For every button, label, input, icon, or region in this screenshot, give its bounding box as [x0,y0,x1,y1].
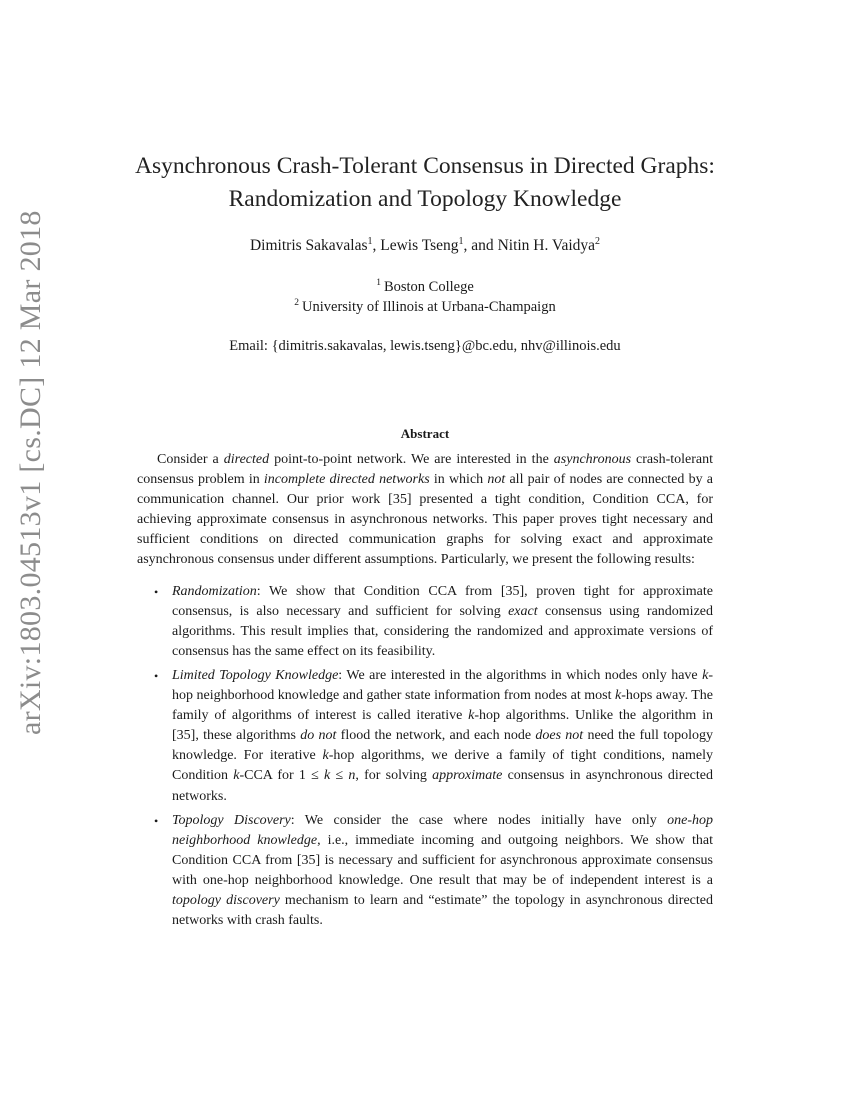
emphasis-run: does not [535,728,584,744]
author-affil-mark: 2 [595,236,601,247]
text-run: : We are interested in the algorithms in which nodes only have [338,667,703,683]
result-item-randomization [154,582,713,662]
text-run: -hop algorithms. Unlike the algorithm in [35], these algorithms [172,708,713,744]
results-list [137,582,713,932]
author-separator: , [372,237,381,254]
affiliation-mark: 1 [376,278,381,288]
author-affil-mark: 1 [367,236,373,247]
text-run: -hops away. The family of algorithms of interest is called iterative [172,688,713,724]
abstract-intro-paragraph [137,450,713,571]
text-run: -hop neighborhood knowledge and gather state information from nodes at most [172,667,713,704]
emphasis-run: k [324,768,331,784]
text-run: , i.e., immediate incoming and outgoing neighbors. We show that Condition CCA from [35] is necessary and sufficient for asynchronous approximate consensus with one-hop neighborhood knowledge. One result that may be of independent interest is a [172,832,714,888]
emphasis-run: approximate [432,768,503,784]
affiliation-name: Boston College [383,279,474,295]
affiliation-list [110,277,740,317]
result-label: Randomization [172,583,257,599]
arxiv-identifier-stamp: arXiv:1803.04513v1 [cs.DC] 12 Mar 2018 [14,210,47,735]
paper-title-line-1: Asynchronous Crash-Tolerant Consensus in Directed Graphs: [135,153,715,179]
affiliation-item [110,297,740,317]
emphasis-run: k [322,748,329,764]
text-run: consensus in asynchronous directed networks. [172,768,713,804]
author-list [110,236,740,256]
text-run: Consider a [157,452,224,467]
affiliation-mark: 2 [294,298,300,308]
emphasis-run: k [702,667,709,683]
author-name: Dimitris Sakavalas [249,237,368,254]
text-run: consensus using randomized algorithms. This result implies that, considering the randomized and approximate versions of consensus has the same effect on its feasibility. [172,603,713,659]
affiliation-name: University of Illinois at Urbana-Champaign [302,299,556,315]
text-run: mechanism to learn and “estimate” the topology in asynchronous directed networks with crash faults. [172,892,713,929]
author-separator: , and [463,237,498,254]
emphasis-run: n [348,768,356,784]
text-run: point-to-point network. We are interested in the [269,452,554,467]
abstract-heading: Abstract [400,426,450,441]
paper-title [110,150,740,216]
text-run: , for solving [355,768,433,784]
contact-email: Email: {dimitris.sakavalas, lewis.tseng}@bc.edu, nhv@illinois.edu [229,338,621,354]
result-label: Limited Topology Knowledge [172,667,339,683]
emphasis-run: do not [300,728,337,744]
emphasis-run: incomplete directed networks [263,472,430,488]
paper-title-line-2: Randomization and Topology Knowledge [228,186,622,212]
text-run: ≤ [330,768,349,784]
text-run: : We show that Condition CCA from [35], proven tight for approximate consensus, is also necessary and sufficient for solving [172,583,713,619]
text-run: -CCA for 1 ≤ [239,768,325,784]
emphasis-run: not [487,472,506,488]
affiliation-item [110,277,740,297]
author-name: Nitin H. Vaidya [497,237,596,254]
author-name: Lewis Tseng [380,237,459,254]
emphasis-run: directed [223,452,270,467]
result-item-topology-discovery [154,811,714,932]
bullet-icon: • [154,813,159,828]
emphasis-run: one-hop neighborhood knowledge [172,812,714,848]
emphasis-run: k [468,708,475,724]
text-run: crash-tolerant consensus problem in [137,452,713,488]
text-run: all pair of nodes are connected by a communication channel. Our prior work [35] presented a tight condition, Condition CCA, for achieving approximate consensus in asynchronous networks. This paper proves tight necessary and sufficient conditions on directed communication graphs for solving exact and approximate asynchronous consensus under different assumptions. Particularly, we present the following results: [137,472,713,568]
bullet-icon: • [154,584,159,599]
emphasis-run: topology discovery [172,892,280,908]
text-run: flood the network, and each node [336,728,536,744]
text-run: need the full topology knowledge. For iterative [172,728,713,764]
emphasis-run: asynchronous [553,452,632,467]
text-run: : We consider the case where nodes initially have only [290,812,668,828]
text-run: -hop algorithms, we derive a family of tight conditions, namely Condition [172,748,713,784]
result-item-limited-topology-knowledge [154,666,713,807]
author-affil-mark: 1 [458,236,464,247]
text-run: in which [429,472,488,488]
emphasis-run: k [233,768,240,784]
emphasis-run: k [614,688,622,704]
result-label: Topology Discovery [172,812,291,828]
bullet-icon: • [154,668,159,683]
emphasis-run: exact [508,603,538,619]
abstract-body [137,450,713,935]
